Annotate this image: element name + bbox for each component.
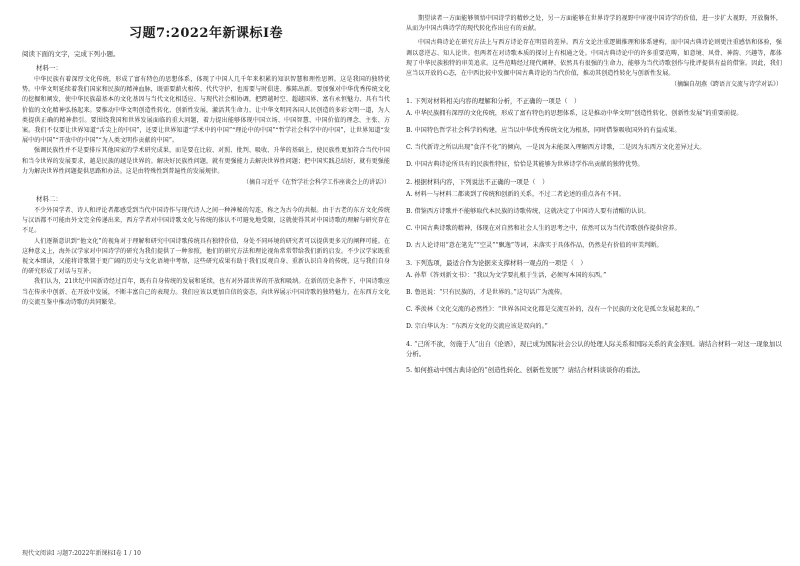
question-option: D. 宗白华认为：“东西方文化的交流应该是双向的。” bbox=[406, 323, 548, 331]
question-4: 4. “己所不欲，勿施于人”出自《论语》，现已成为国际社会公认的处理人际关系和国际关系的黄金准则。请结合材料一对这一现象加以分析。 bbox=[406, 340, 782, 359]
material2-paragraph: 不少外国学者、诗人和评论者都感受到当代中国诗作与现代诗人之间一种神秘的勾连，称之为古今的共振。由于古老的东方文化传统与汉语都不可能由外文完全传递出来，西方学者对中国诗歌文化与传统的体认不可避免地受限，这就使得其对中国诗歌的理解与研究存在不足。 bbox=[22, 207, 390, 235]
question-option: B. 中国特色哲学社会科学的构建，应当以中华优秀传统文化为根基，同时借鉴吸收国外的有益成果。 bbox=[406, 127, 681, 135]
question-option: C. 当代新诗之所以出现“食洋不化”的倾向，一是因为未能深入理解西方诗歌，二是因为东西方文化差异过大。 bbox=[406, 144, 706, 152]
question-option: C. 中国古典诗歌的精神，体现在对自然和社会人生的思考之中，依然可以为当代诗歌创作提供营养。 bbox=[406, 225, 681, 233]
material1-label: 材料一： bbox=[36, 64, 62, 72]
material2-continued: 期望读者一方面能够领悟中国诗学的精妙之处，另一方面能够在世界诗学的视野中审视中国诗学的价值，进一步扩大视野，开放胸怀，从而为中国古典诗学的现代转化作出应有的贡献。 bbox=[406, 15, 782, 33]
page-title: 习题7:2022年新课标Ⅰ卷 bbox=[128, 26, 284, 41]
question-option: A. 材料一与材料二都谈到了传统和创新的关系，不过二者论述的重点各有不同。 bbox=[406, 191, 625, 199]
question-option: A. 孙犁《答刘新文书》：“我以为文学要扎根于生活，必须写本国的东西。” bbox=[406, 272, 607, 280]
material1-source: （摘自习近平《在哲学社会科学工作座谈会上的讲话》） bbox=[242, 179, 390, 187]
material2-paragraph: 中国古典诗论在研究方法上与西方诗论存在明显的差异。西方文论注重逻辑推理和体系建构，而中国古典诗论则更注重感悟和体验，强调以意逆志、知人论世。但两者在对诗歌本质的探讨上有相通之处。中国古典诗论中的许多重要范畴，如意境、风骨、神韵、兴趣等，都体现了中华民族独特的审美追求。这些范畴经过现代阐释，依然具有很强的生命力，能够为当代诗歌创作与批评提供有益的借鉴。因此，我们应当以开放的心态，在中西比较中发掘中国古典诗论的当代价值，推动其创造性转化与创新性发展。 bbox=[406, 39, 782, 78]
question-option: D. 中国古典诗论所具有的民族性特征，恰恰是其能够为世界诗学作出贡献的独特优势。 bbox=[406, 161, 644, 169]
question-1 bbox=[406, 96, 782, 170]
page-footer: 现代文阅读Ⅰ 习题7:2022年新课标Ⅰ卷 1 / 10 bbox=[22, 550, 141, 557]
material2-paragraph: 我们认为，21世纪中国新诗经过百年，既有自身传统的发展和延续，也有对外部世界的开放和吸纳。在新的历史条件下，中国诗歌应当在传承中创新、在开放中发展，不断丰富自己的表现力。我们应该以更加自信的姿态，向世界展示中国诗歌的独特魅力，在东西方文化的交流互鉴中推动诗歌的共同繁荣。 bbox=[22, 278, 390, 306]
material2-paragraph: 人们逐渐意识到“他文化”的视角对于理解和研究中国诗歌传统具有独特价值，身处不同环境的研究者可以提供更多元的阐释可能。在这种意义上，海外汉学家对中国诗学的研究为我们提供了一种参照，他们的研究方法和理论视角常常带给我们新的启发。不少汉学家既重视文本细读，又能将诗歌置于更广阔的历史与文化语境中考察，这些研究成果有助于我们反观自身、重新认识自身的传统，这与我们自身的研究形成了对话与互补。 bbox=[22, 237, 390, 276]
material2-source: （摘编自胡燕《跨语言交流与诗学对话》） bbox=[670, 81, 782, 89]
question-option: B. 借鉴西方诗歌并不能够取代本民族的诗歌传统，这就决定了中国诗人要有清醒的认识。 bbox=[406, 208, 650, 216]
instruction: 阅读下面的文字，完成下列小题。 bbox=[22, 50, 120, 58]
question-option: C. 季羡林《文化交流的必然性》：“世界各国文化都是交流互补的，没有一个民族的文化是孤立发展起来的。” bbox=[406, 306, 700, 314]
material1-paragraph: 强调民族性并不是要排斥其他国家的学术研究成果，而是要在比较、对照、批判、吸收、升华的基础上，使民族性更加符合当代中国和当今世界的发展要求，越是民族的越是世界的。解决好民族性问题，就有更强能力去解决世界性问题；把中国实践总结好，就有更强能力为解决世界性问题提供思路和办法。这是由特殊性到普遍性的发展规律。 bbox=[22, 147, 390, 175]
right-column bbox=[406, 14, 782, 378]
material2-label: 材料二： bbox=[36, 195, 62, 204]
question-stem: 1. 下列对材料相关内容的理解和分析，不正确的一项是（ ） bbox=[406, 97, 581, 106]
question-stem: 3. 下列选项，最适合作为论据来支撑材料一观点的一项是（ ） bbox=[406, 259, 587, 268]
question-3 bbox=[406, 258, 782, 332]
question-stem: 2. 根据材料内容，下列说法不正确的一项是（ ） bbox=[406, 178, 549, 187]
question-option: B. 鲁迅说：“只有民族的，才是世界的。”这句话广为流传。 bbox=[406, 289, 567, 297]
question-2 bbox=[406, 177, 782, 251]
question-5: 5. 如何推动中国古典诗论的“创造性转化、创新性发展”？请结合材料谈谈你的看法。 bbox=[406, 366, 645, 375]
material1-paragraph: 中华民族有着深厚文化传统，形成了富有特色的思想体系，体现了中国人几千年来积累的知识智慧和理性思辨。这是我国的独特优势。中华文明延续着我们国家和民族的精神血脉，既需要薪火相传、代代守护，也需要与时俱进、推陈出新。要加强对中华优秀传统文化的挖掘和阐发，使中华民族最基本的文化基因与当代文化相适应、与现代社会相协调，把跨越时空、超越国界、富有永恒魅力、具有当代价值的文化精神弘扬起来。要推动中华文明创造性转化、创新性发展，激活其生命力，让中华文明同各国人民创造的多彩文明一道，为人类提供正确的精神指引。要围绕我国和世界发展面临的重大问题，着力提出能够体现中国立场、中国智慧、中国价值的理念、主张、方案。我们不仅要让世界知道“舌尖上的中国”，还要让世界知道“学术中的中国”“理论中的中国”“哲学社会科学中的中国”，让世界知道“发展中的中国”“开放中的中国”“为人类文明作贡献的中国”。 bbox=[22, 76, 390, 145]
question-option: A. 中华民族拥有深厚的文化传统，形成了富有特色的思想体系，这是推动中华文明“创造性转化、创新性发展”的重要前提。 bbox=[406, 110, 743, 118]
left-column bbox=[22, 14, 390, 308]
question-option: D. 古人论诗用“意在笔先”“空灵”“飘逸”等词，未落实于具体作品，仍然是有价值的审美判断。 bbox=[406, 242, 663, 250]
